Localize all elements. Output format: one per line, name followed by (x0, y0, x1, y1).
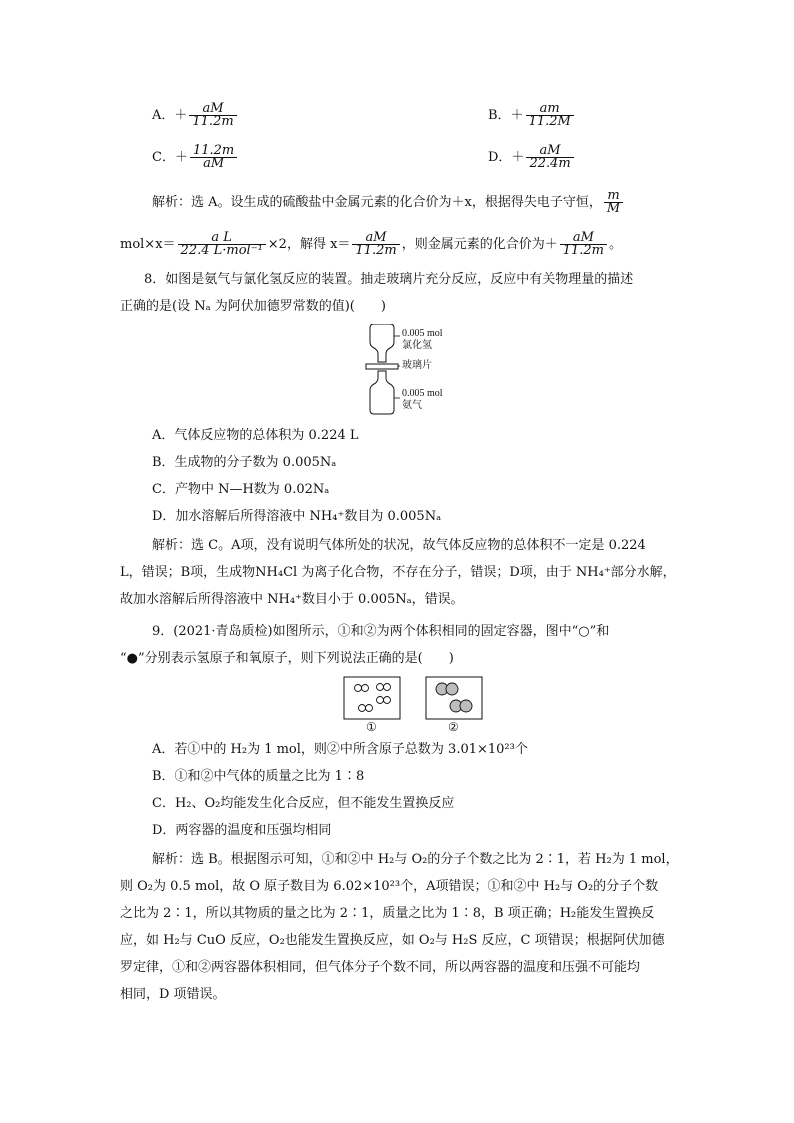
q8-option-d: D．加水溶解后所得溶液中 NH₄⁺数目为 0.005Nₐ (152, 509, 442, 524)
q9-option-b: B．①和②中气体的质量之比为 1∶8 (152, 769, 365, 784)
q8-stem-line1: 8．如图是氨气与氯化氢反应的装置。抽走玻璃片充分反应，反应中有关物理量的描述 (144, 272, 634, 287)
q8-diagram-top-gas: 氯化氢 (402, 340, 432, 351)
q8-diagram-top-amount: 0.005 mol (402, 328, 443, 339)
q8-analysis-line3: 故加水溶解后所得溶液中 NH₄⁺数目小于 0.005Nₐ，错误。 (120, 592, 464, 607)
q9-diagram-label-1: ① (366, 720, 377, 734)
q9-stem-line1: 9．(2021·青岛质检)如图所示，①和②为两个体积相同的固定容器，图中“○”和 (152, 624, 610, 639)
q9-option-d: D．两容器的温度和压强均相同 (152, 823, 332, 838)
q9-option-c: C．H₂、O₂均能发生化合反应，但不能发生置换反应 (152, 796, 455, 811)
q9-containers-diagram (340, 676, 490, 738)
molecule-containers-icon (340, 676, 490, 738)
q7-analysis-line1: 解析：选 A。设生成的硫酸盐中金属元素的化合价为＋x，根据得失电子守恒， $\frac{m}{M}$ (152, 190, 625, 215)
q7-option-c: C．＋ $\frac{11.2m}{aM}$ (152, 145, 239, 170)
q8-diagram-bottom-gas: 氨气 (402, 400, 422, 411)
q7-option-a: A．＋ $\frac{aM}{11.2m}$ (152, 103, 239, 128)
q8-analysis-line2: L，错误；B项，生成物NH₄Cl 为离子化合物，不存在分子，错误；D项，由于 NH₄⁺部分水解， (120, 565, 676, 580)
q9-analysis-line1: 解析：选 B。根据图示可知，①和②中 H₂与 O₂的分子个数之比为 2∶1，若 H₂为 1 mol， (152, 852, 679, 867)
q8-option-c: C．产物中 N—H数为 0.02Nₐ (152, 482, 330, 497)
q9-analysis-line2: 则 O₂为 0.5 mol，故 O 原子数目为 6.02×10²³个，A项错误；①和②中 H₂与 O₂的分子个数 (120, 879, 659, 894)
q9-analysis-line4: 应，如 H₂与 CuO 反应，O₂也能发生置换反应，如 O₂与 H₂S 反应，C 项错误；根据阿伏加德 (120, 933, 665, 948)
q7-option-d: D．＋ $\frac{aM}{22.4m}$ (488, 145, 576, 170)
q8-diagram-glass-plate: 玻璃片 (402, 360, 432, 371)
q8-option-b: B．生成物的分子数为 0.005Nₐ (152, 455, 337, 470)
q7-option-b: B．＋ $\frac{am}{11.2M}$ (488, 103, 576, 128)
q8-apparatus-diagram (360, 324, 470, 419)
q8-stem-line2: 正确的是(设 Nₐ 为阿伏加德罗常数的值)( ) (120, 299, 386, 314)
q8-diagram-bottom-amount: 0.005 mol (402, 388, 443, 399)
q8-analysis-line1: 解析：选 C。A项，没有说明气体所处的状况，故气体反应物的总体积不一定是 0.224 (152, 538, 646, 553)
q9-option-a: A．若①中的 H₂为 1 mol，则②中所含原子总数为 3.01×10²³个 (152, 742, 528, 757)
q9-stem-line2: “●”分别表示氢原子和氧原子，则下列说法正确的是( ) (120, 651, 454, 666)
q9-analysis-line5: 罗定律，①和②两容器体积相同，但气体分子个数不同，所以两容器的温度和压强不可能均 (120, 960, 641, 975)
q8-option-a: A．气体反应物的总体积为 0.224 L (152, 428, 359, 443)
q7-analysis-line2: mol×x＝ $\frac{\text{a L}}{\text{22.4 L·mol⁻¹}}$ ×2，解得 x＝ $\frac{aM}{11.2m}$ ，则金属元素的化合价为＋ $\frac{aM}{11.2m}$ 。 (120, 230, 623, 258)
q9-analysis-line6: 相同，D 项错误。 (120, 987, 226, 1002)
q9-diagram-label-2: ② (448, 720, 459, 734)
q9-analysis-line3: 之比为 2∶1，所以其物质的量之比为 2∶1，质量之比为 1∶8，B 项正确；H₂能发生置换反 (120, 906, 655, 921)
